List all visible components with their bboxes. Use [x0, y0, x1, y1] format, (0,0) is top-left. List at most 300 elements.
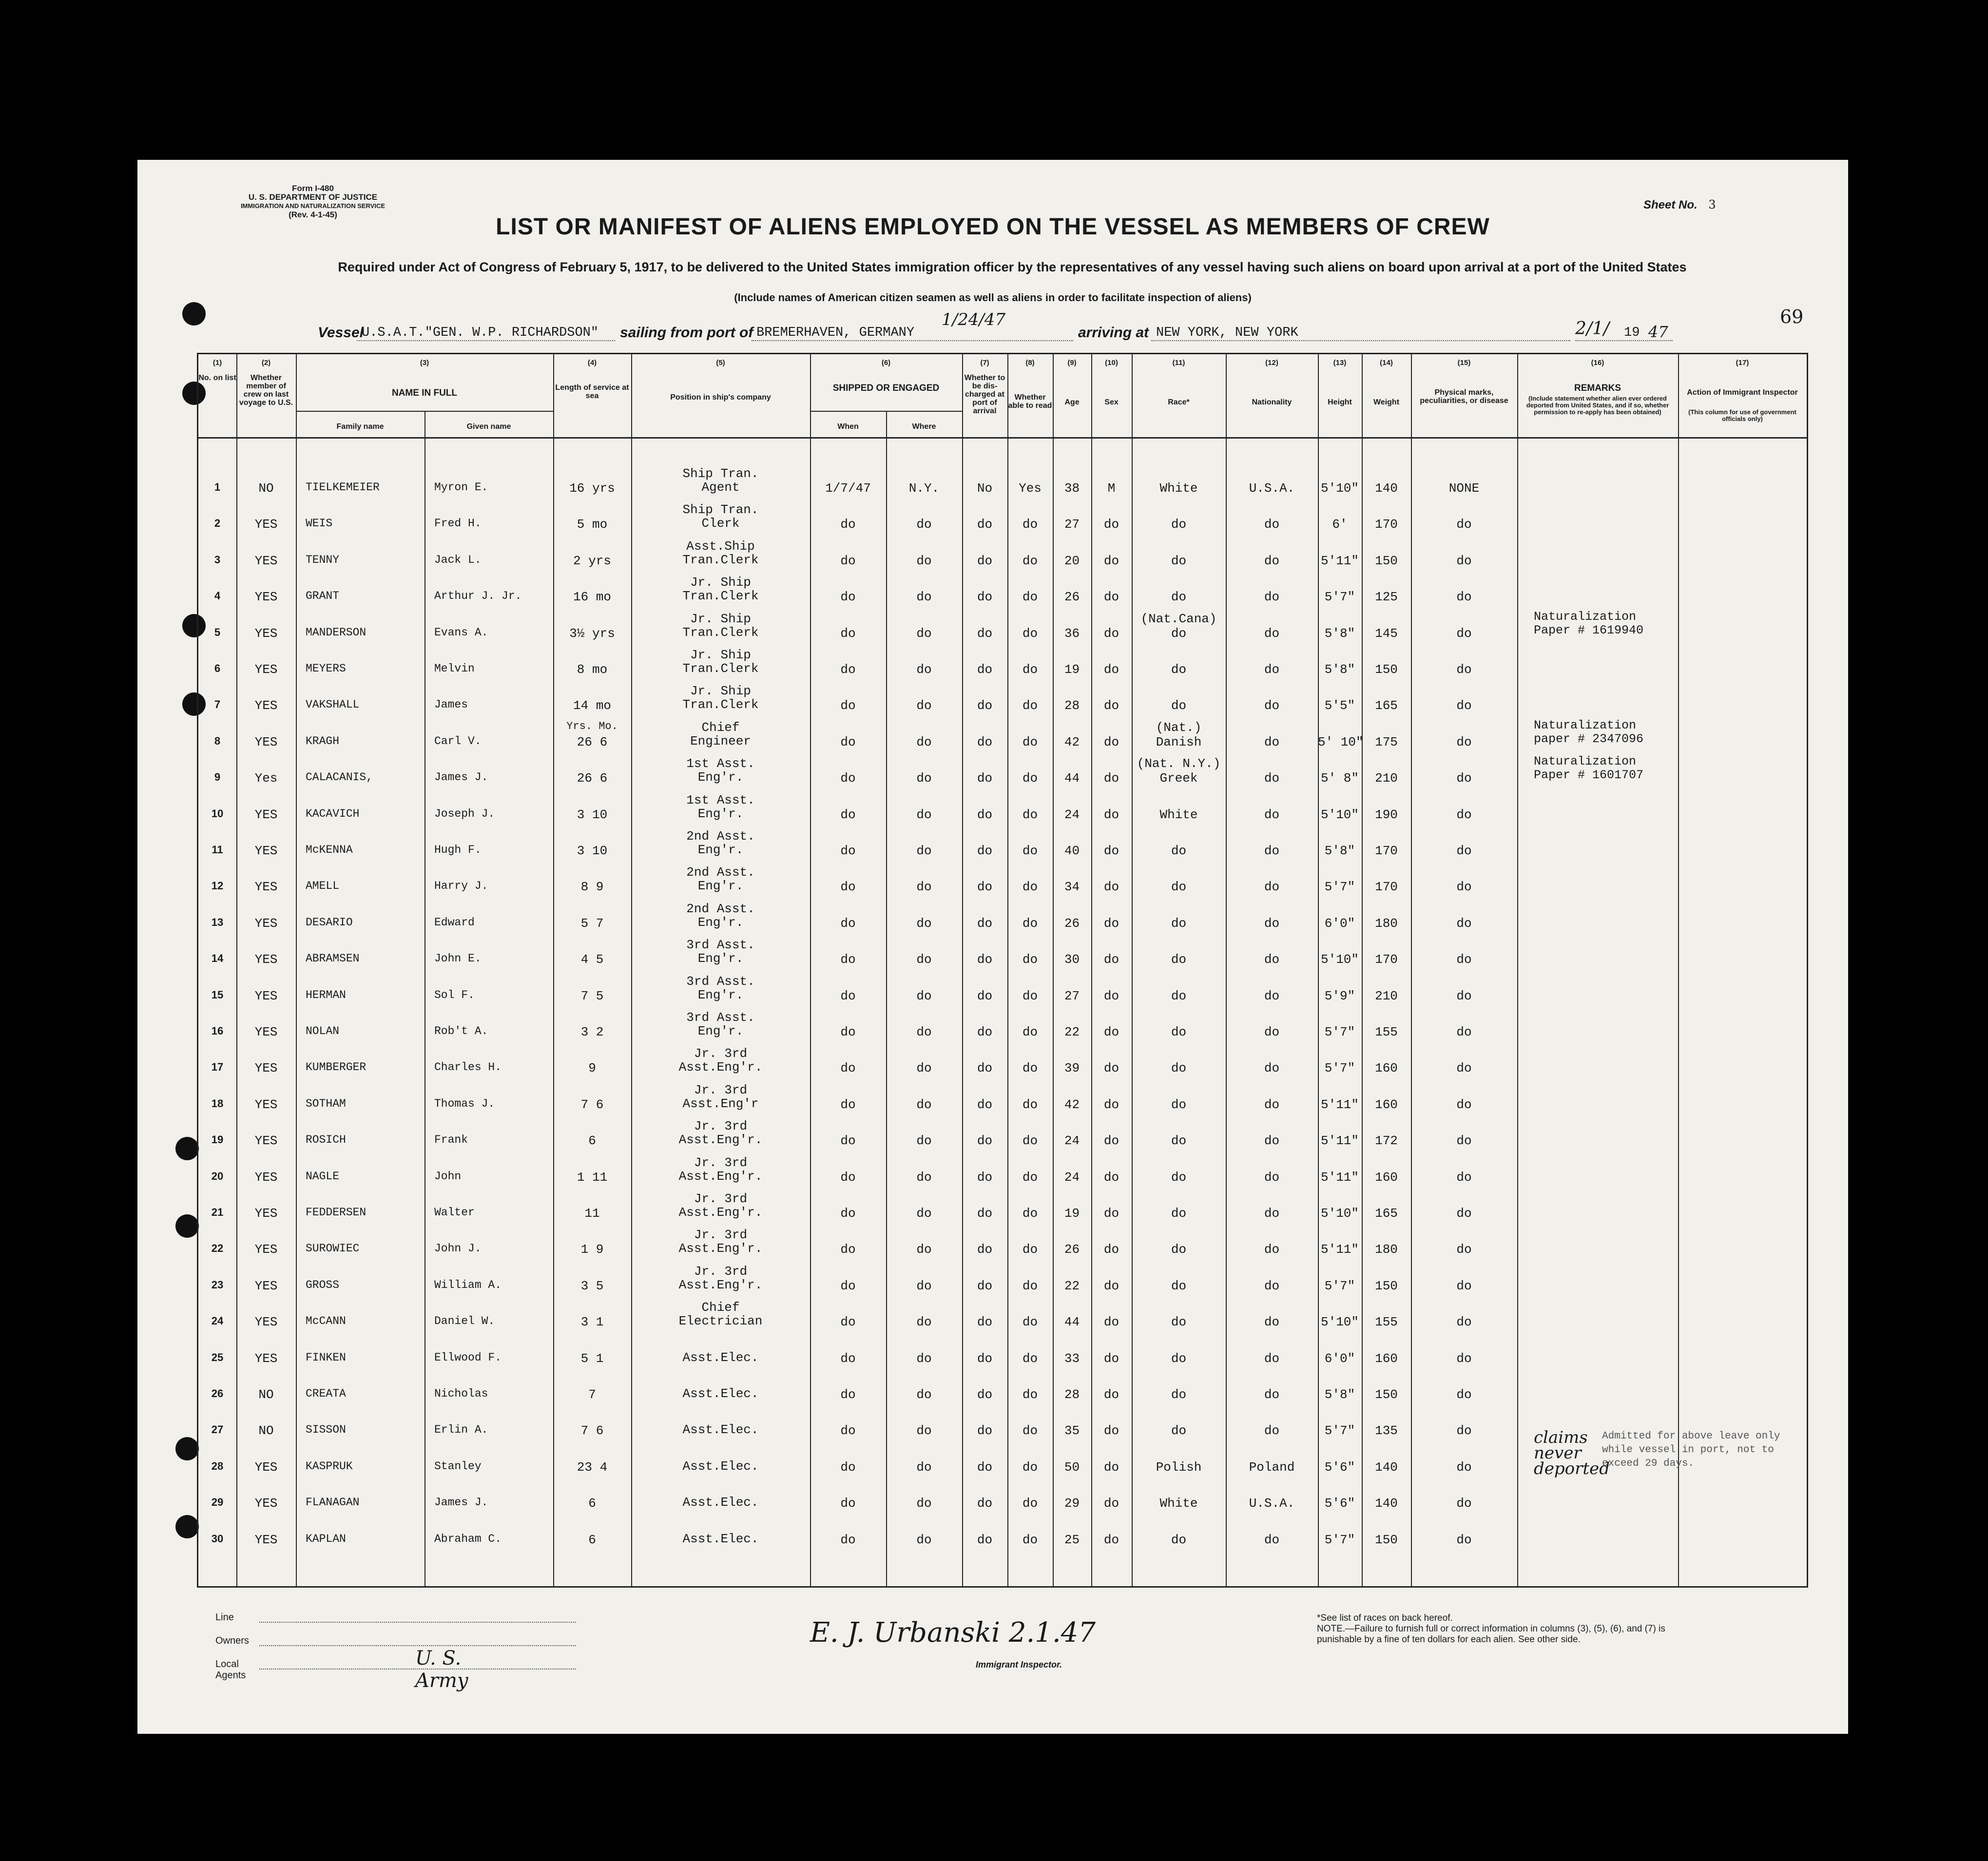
form-number: Form I-480: [292, 184, 334, 193]
given-name: Walter: [434, 1206, 475, 1219]
position-line2: Asst.Elec.: [682, 1386, 759, 1401]
position-line1: Chief: [701, 720, 740, 735]
physical-marks: do: [1456, 698, 1472, 713]
given-name: John E.: [434, 952, 482, 965]
service: IMMIGRATION AND NATURALIZATION SERVICE: [240, 202, 386, 210]
weight: 150: [1375, 1387, 1398, 1402]
discharged: do: [977, 771, 993, 786]
physical-marks: do: [1456, 1315, 1472, 1330]
vessel-name: U.S.A.T."GEN. W.P. RICHARDSON": [362, 326, 599, 340]
age: 44: [1064, 1315, 1080, 1330]
table-row: [198, 1300, 1807, 1339]
local-agents-label: Local Agents: [215, 1659, 246, 1681]
last-voyage: YES: [254, 1532, 278, 1547]
physical-marks: do: [1456, 1061, 1472, 1076]
age: 19: [1064, 662, 1080, 677]
age: 28: [1064, 1387, 1080, 1402]
inspector-label: Immigrant Inspector.: [976, 1660, 1062, 1669]
family-name: MEYERS: [306, 662, 346, 675]
shipped-where: do: [916, 988, 932, 1003]
shipped-where: do: [916, 1061, 932, 1076]
height: 5'8": [1324, 626, 1355, 641]
sex: do: [1103, 626, 1119, 641]
position-line1: 2nd Asst.: [686, 829, 755, 844]
given-name: John J.: [434, 1242, 482, 1255]
given-name: Ellwood F.: [434, 1351, 502, 1364]
weight: 160: [1375, 1061, 1398, 1076]
service-length: 1 11: [577, 1170, 608, 1185]
row-number: 23: [211, 1278, 224, 1291]
physical-marks: do: [1456, 771, 1472, 786]
race: do: [1171, 1387, 1187, 1402]
column-header: Nationality: [1252, 398, 1292, 406]
column-header: Whether member of crew on last voyage to U.S.: [239, 374, 293, 407]
race: do: [1171, 1278, 1187, 1293]
row-number: 13: [211, 916, 224, 928]
service-length: 7 5: [580, 988, 604, 1003]
column-number: (12): [1265, 359, 1278, 367]
nationality: do: [1264, 1351, 1280, 1366]
weight: 160: [1375, 1097, 1398, 1112]
position-line1: Jr. 3rd: [694, 1264, 748, 1279]
shipped-where: do: [916, 1387, 932, 1402]
last-voyage: NO: [258, 481, 274, 496]
position-line2: Eng'r.: [697, 915, 744, 930]
service-length: 3 10: [577, 807, 608, 822]
height: 6'0": [1324, 916, 1355, 931]
physical-marks: do: [1456, 1133, 1472, 1149]
shipped-where: do: [916, 1097, 932, 1112]
race: White: [1159, 1496, 1198, 1511]
weight: 165: [1375, 698, 1398, 713]
last-voyage: YES: [254, 662, 278, 677]
weight: 210: [1375, 771, 1398, 786]
column-header: Given name: [466, 422, 511, 431]
column-header: Age: [1064, 398, 1080, 406]
column-number: (9): [1067, 359, 1077, 367]
service-length: 5 7: [580, 916, 604, 931]
column-number: (14): [1380, 359, 1393, 367]
nationality: do: [1264, 662, 1280, 677]
position-line1: Ship Tran.: [682, 502, 759, 518]
race: do: [1171, 1133, 1187, 1149]
service-length: 16 mo: [573, 590, 611, 605]
given-name: Frank: [434, 1133, 468, 1147]
age: 24: [1064, 1170, 1080, 1185]
shipped-where: do: [916, 880, 932, 895]
discharged: do: [977, 1315, 993, 1330]
shipped-when: do: [840, 734, 856, 749]
able-to-read: do: [1022, 880, 1038, 895]
weight: 150: [1375, 1278, 1398, 1293]
row-number: 12: [211, 880, 224, 892]
position-line2: Asst.Eng'r.: [678, 1132, 763, 1148]
last-voyage: YES: [254, 1170, 278, 1185]
shipped-when: do: [840, 1133, 856, 1149]
table-row: [198, 502, 1807, 541]
family-name: FLANAGAN: [306, 1496, 360, 1509]
row-number: 22: [211, 1242, 224, 1255]
header-rule: [198, 437, 1807, 439]
column-number: (15): [1457, 359, 1471, 367]
shipped-where: do: [916, 590, 932, 605]
row-number: 17: [211, 1061, 224, 1074]
races-note: *See list of races on back hereof.: [1317, 1613, 1453, 1623]
last-voyage: YES: [254, 1206, 278, 1221]
shipped-where: do: [916, 844, 932, 858]
nationality: do: [1264, 1242, 1280, 1257]
table-row: [198, 1082, 1807, 1122]
shipped-when: do: [840, 1097, 856, 1112]
physical-marks: do: [1456, 916, 1472, 931]
punch-hole: [175, 1214, 199, 1238]
position-line1: Jr. Ship: [690, 611, 751, 626]
fine-note: NOTE.—Failure to furnish full or correct information in columns (3), (5), (6), and (7) is punishable by a fine of ten dollars for each alien. See other side.: [1317, 1624, 1665, 1645]
age: 19: [1064, 1206, 1080, 1221]
nationality: do: [1264, 626, 1280, 641]
position-line1: Jr. 3rd: [694, 1046, 748, 1061]
race: do: [1171, 590, 1187, 605]
shipped-when: do: [840, 1242, 856, 1257]
nationality: do: [1264, 1061, 1280, 1076]
given-name: Abraham C.: [434, 1532, 502, 1545]
able-to-read: Yes: [1019, 481, 1042, 496]
age: 50: [1064, 1459, 1080, 1475]
position-line1: Jr. 3rd: [694, 1191, 748, 1206]
shipped-where: do: [916, 1496, 932, 1511]
height: 5'10": [1320, 1206, 1359, 1221]
physical-marks: do: [1456, 1351, 1472, 1366]
given-name: James J.: [434, 771, 488, 784]
family-name: GROSS: [306, 1278, 340, 1291]
discharged: do: [977, 1278, 993, 1293]
able-to-read: do: [1022, 771, 1038, 786]
family-name: ABRAMSEN: [306, 952, 360, 965]
sex: do: [1103, 1496, 1119, 1511]
race: do: [1171, 844, 1187, 858]
discharged: do: [977, 952, 993, 967]
service-length: 2 yrs: [573, 553, 611, 568]
service-length: 3 1: [580, 1315, 604, 1330]
service-length: 14 mo: [573, 698, 611, 713]
weight: 180: [1375, 1242, 1398, 1257]
race: do: [1171, 1423, 1187, 1439]
row-number: 27: [211, 1423, 224, 1436]
service-length: 6: [588, 1532, 596, 1547]
family-name: SISSON: [306, 1423, 346, 1437]
service-length: 3 10: [577, 844, 608, 858]
family-name: FEDDERSEN: [306, 1206, 367, 1219]
last-voyage: YES: [254, 1025, 278, 1039]
last-voyage: YES: [254, 1351, 278, 1366]
physical-marks: do: [1456, 1025, 1472, 1039]
discharged: do: [977, 916, 993, 931]
given-name: Daniel W.: [434, 1315, 495, 1328]
sex: do: [1103, 1387, 1119, 1402]
column-header: Family name: [336, 422, 384, 431]
shipped-where: do: [916, 1242, 932, 1257]
given-name: Joseph J.: [434, 807, 495, 820]
age: 42: [1064, 734, 1080, 749]
shipped-where: do: [916, 1170, 932, 1185]
page-number: 69: [1780, 306, 1804, 327]
sex: do: [1103, 1351, 1119, 1366]
remarks-paper: Paper # 1619940: [1534, 623, 1644, 637]
given-name: James: [434, 698, 468, 711]
nationality: do: [1264, 880, 1280, 895]
height: 5'7": [1324, 1423, 1355, 1439]
remarks: Naturalization: [1534, 718, 1637, 732]
weight: 145: [1375, 626, 1398, 641]
shipped-where: do: [916, 662, 932, 677]
given-name: Stanley: [434, 1459, 482, 1473]
position-line1: 3rd Asst.: [686, 974, 755, 989]
shipped-where: do: [916, 771, 932, 786]
column-header: Height: [1328, 398, 1352, 406]
position-line2: Agent: [701, 480, 740, 495]
service-length: 5 mo: [577, 517, 608, 532]
column-header: When: [837, 422, 859, 431]
discharged: do: [977, 1351, 993, 1366]
position-line1: Chief: [701, 1300, 740, 1315]
given-name: Carl V.: [434, 734, 482, 748]
punch-hole: [182, 302, 206, 326]
height: 5'10": [1320, 481, 1359, 496]
position-line2: Asst.Elec.: [682, 1495, 759, 1510]
service-length: 6: [588, 1133, 596, 1149]
race: do: [1171, 662, 1187, 677]
height: 6': [1332, 517, 1348, 532]
weight: 150: [1375, 1532, 1398, 1547]
table-row: [198, 609, 1807, 651]
race: do: [1171, 916, 1187, 931]
nationality: do: [1264, 1170, 1280, 1185]
family-name: AMELL: [306, 880, 340, 893]
weight: 150: [1375, 553, 1398, 568]
discharged: do: [977, 1133, 993, 1149]
sex: do: [1103, 1097, 1119, 1112]
column-number: (5): [716, 359, 725, 367]
inclusion-note: (Include names of American citizen seamen as well as aliens in order to facilitate inspection of aliens): [734, 291, 1252, 304]
table-row: [198, 1484, 1807, 1520]
sex: do: [1103, 844, 1119, 858]
requirement-text: Required under Act of Congress of February 5, 1917, to be delivered to the United States immigration officer by the representatives of any vessel having such aliens on board upon arrival at a port of the United States: [338, 260, 1687, 274]
position-line1: 3rd Asst.: [686, 1010, 755, 1025]
service-length: 7 6: [580, 1423, 604, 1439]
race: Polish: [1156, 1459, 1202, 1475]
department: U. S. DEPARTMENT OF JUSTICE: [248, 192, 378, 202]
weight: 140: [1375, 481, 1398, 496]
discharged: do: [977, 1097, 993, 1112]
given-name: Fred H.: [434, 517, 482, 530]
sex: do: [1103, 916, 1119, 931]
shipped-where: do: [916, 916, 932, 931]
service-length: 16 yrs: [569, 481, 615, 496]
position-line1: Asst.Ship: [686, 538, 755, 554]
age: 39: [1064, 1061, 1080, 1076]
shipped-when: do: [840, 698, 856, 713]
height: 5'9": [1324, 988, 1355, 1003]
given-name: William A.: [434, 1278, 502, 1291]
shipped-when: do: [840, 1387, 856, 1402]
physical-marks: do: [1456, 734, 1472, 749]
shipped-when: do: [840, 771, 856, 786]
sex: do: [1103, 590, 1119, 605]
page-title: LIST OR MANIFEST OF ALIENS EMPLOYED ON THE VESSEL AS MEMBERS OF CREW: [496, 214, 1490, 240]
position-line1: Jr. 3rd: [694, 1119, 748, 1134]
race: do: [1171, 1206, 1187, 1221]
table-row: [198, 1340, 1807, 1376]
column-number: (3): [420, 359, 429, 367]
able-to-read: do: [1022, 916, 1038, 931]
height: 5'6": [1324, 1496, 1355, 1511]
physical-marks: do: [1456, 880, 1472, 895]
physical-marks: do: [1456, 626, 1472, 641]
able-to-read: do: [1022, 1025, 1038, 1039]
race: do: [1171, 1242, 1187, 1257]
able-to-read: do: [1022, 1532, 1038, 1547]
position-line1: Jr. 3rd: [694, 1155, 748, 1170]
service-length: 1 9: [580, 1242, 604, 1257]
able-to-read: do: [1022, 1170, 1038, 1185]
last-voyage: YES: [254, 988, 278, 1003]
row-number: 29: [211, 1496, 224, 1509]
family-name: NAGLE: [306, 1170, 340, 1183]
physical-marks: do: [1456, 952, 1472, 967]
family-name: WEIS: [306, 517, 333, 530]
column-header: Physical marks, peculiarities, or disease: [1420, 388, 1508, 405]
position-line2: Eng'r.: [697, 806, 744, 821]
table-row: [198, 1191, 1807, 1230]
discharged: do: [977, 1206, 993, 1221]
service-length: 3 5: [580, 1278, 604, 1293]
given-name: Melvin: [434, 662, 475, 675]
able-to-read: do: [1022, 626, 1038, 641]
able-to-read: do: [1022, 1133, 1038, 1149]
sex: M: [1107, 481, 1116, 496]
table-row: [198, 718, 1807, 759]
weight: 172: [1375, 1133, 1398, 1149]
race: do: [1171, 1025, 1187, 1039]
position-line2: Asst.Eng'r.: [678, 1060, 763, 1075]
given-name: Edward: [434, 916, 475, 929]
position-line2: Electrician: [678, 1314, 763, 1329]
family-name: KUMBERGER: [306, 1061, 367, 1074]
port-from: BREMERHAVEN, GERMANY: [756, 326, 915, 340]
punch-hole: [175, 1437, 199, 1460]
position-line1: Jr. 3rd: [694, 1082, 748, 1097]
race: do: [1171, 698, 1187, 713]
line-label: Line: [215, 1612, 234, 1623]
discharged: do: [977, 807, 993, 822]
shipped-where: do: [916, 952, 932, 967]
race: Danish: [1156, 734, 1202, 749]
race: do: [1171, 517, 1187, 532]
family-name: MANDERSON: [306, 626, 367, 639]
last-voyage: YES: [254, 1061, 278, 1076]
position-line1: 1st Asst.: [686, 792, 755, 807]
table-row: [198, 974, 1807, 1013]
table-row: [198, 648, 1807, 687]
weight: 170: [1375, 880, 1398, 895]
column-header: (Include statement whether alien ever ordered deported from United States, and if so, whether permission to re-apply has been obtained): [1526, 395, 1669, 416]
discharged: do: [977, 1025, 993, 1039]
sex: do: [1103, 1278, 1119, 1293]
height: 5' 10": [1318, 734, 1364, 749]
sheet-number: [1643, 198, 1716, 212]
row-number: 24: [211, 1315, 224, 1327]
discharged: do: [977, 1242, 993, 1257]
last-voyage: YES: [254, 952, 278, 967]
height: 5'8": [1324, 662, 1355, 677]
table-row: [198, 1230, 1807, 1266]
table-row: [198, 1010, 1807, 1049]
sex: do: [1103, 1170, 1119, 1185]
column-number: (13): [1333, 359, 1347, 367]
last-voyage: YES: [254, 1459, 278, 1475]
position-line2: Asst.Eng'r.: [678, 1169, 763, 1184]
weight: 135: [1375, 1423, 1398, 1439]
shipped-when: do: [840, 916, 856, 931]
shipped-when: do: [840, 1532, 856, 1547]
column-header: Action of Immigrant Inspector: [1687, 388, 1798, 397]
race: White: [1159, 807, 1198, 822]
physical-marks: do: [1456, 1459, 1472, 1475]
column-header: Position in ship's company: [670, 393, 771, 402]
able-to-read: do: [1022, 517, 1038, 532]
shipped-where: do: [916, 626, 932, 641]
sex: do: [1103, 880, 1119, 895]
service-length: 7 6: [580, 1097, 604, 1112]
position-line2: Asst.Elec.: [682, 1422, 759, 1438]
row-number: 10: [211, 807, 224, 820]
able-to-read: do: [1022, 952, 1038, 967]
discharged: do: [977, 880, 993, 895]
sex: do: [1103, 1423, 1119, 1439]
height: 5'7": [1324, 1532, 1355, 1547]
height: 5'6": [1324, 1459, 1355, 1475]
shipped-when: do: [840, 1025, 856, 1039]
position-line2: Tran.Clerk: [682, 625, 759, 640]
nationality: do: [1264, 734, 1280, 749]
column-header: Sex: [1104, 398, 1119, 406]
age: 40: [1064, 844, 1080, 858]
service-length: 26 6: [577, 734, 608, 749]
weight: 140: [1375, 1459, 1398, 1475]
given-name: Evans A.: [434, 626, 488, 639]
family-name: GRANT: [306, 590, 340, 603]
shipped-where: do: [916, 517, 932, 532]
nationality: do: [1264, 1532, 1280, 1547]
age: 36: [1064, 626, 1080, 641]
physical-marks: do: [1456, 1423, 1472, 1439]
sex: do: [1103, 698, 1119, 713]
age: 33: [1064, 1351, 1080, 1366]
table-row: [198, 940, 1807, 977]
nationality: do: [1264, 517, 1280, 532]
column-number: (11): [1172, 359, 1185, 367]
weight: 175: [1375, 734, 1398, 749]
physical-marks: do: [1456, 988, 1472, 1003]
crew-table: [197, 353, 1808, 1588]
position-line1: Jr. Ship: [690, 648, 751, 662]
position-line1: Jr. Ship: [690, 684, 751, 699]
height: 5'8": [1324, 844, 1355, 858]
given-name: Hugh F.: [434, 844, 482, 856]
last-voyage: YES: [254, 1278, 278, 1293]
given-name: Jack L.: [434, 553, 482, 566]
table-row: [198, 829, 1807, 868]
